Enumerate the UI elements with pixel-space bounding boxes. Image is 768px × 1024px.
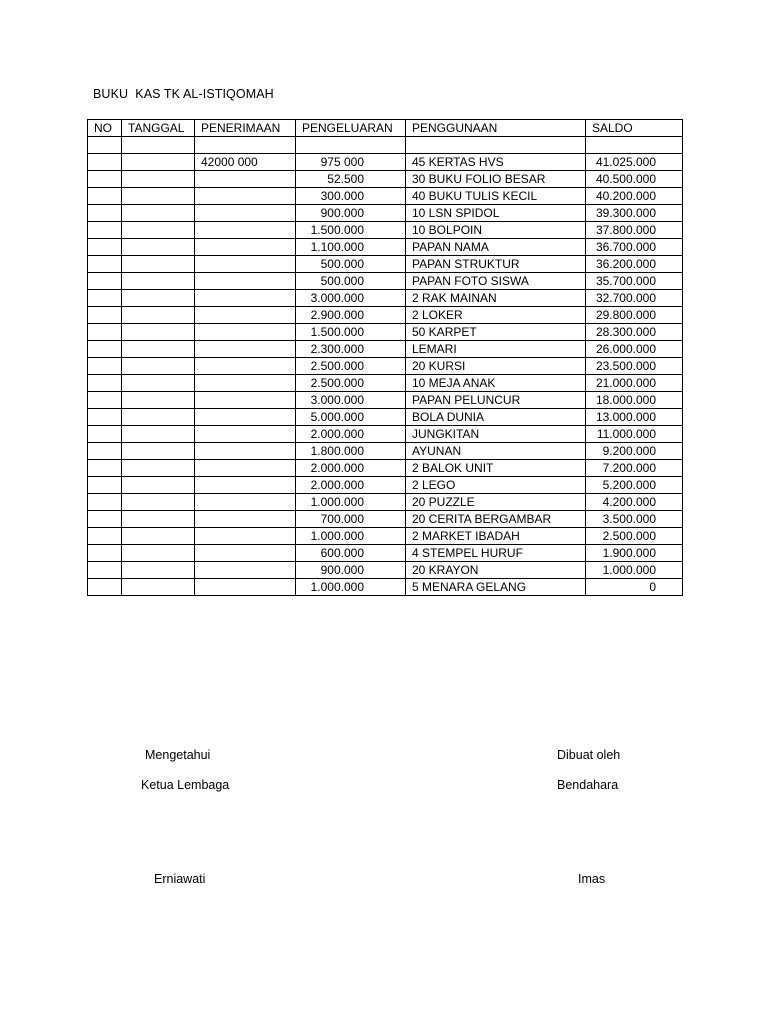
cell-tanggal — [122, 154, 195, 171]
cell-tanggal — [122, 324, 195, 341]
signature-right-name: Imas — [578, 872, 606, 886]
cell-tanggal — [122, 528, 195, 545]
table-row — [88, 545, 683, 562]
cell-saldo: 18.000.000 — [586, 392, 683, 409]
cell-tanggal — [122, 426, 195, 443]
cell-penerimaan — [195, 307, 296, 324]
cell-saldo: 37.800.000 — [586, 222, 683, 239]
cell-no — [88, 222, 122, 239]
cell-saldo: 23.500.000 — [586, 358, 683, 375]
cell-pengeluaran: 3.000.000 — [296, 290, 406, 307]
cell-saldo: 39.300.000 — [586, 205, 683, 222]
cell-penerimaan — [195, 460, 296, 477]
cell-pengeluaran: 500.000 — [296, 256, 406, 273]
cell-penggunaan: 20 CERITA BERGAMBAR — [406, 511, 586, 528]
cell-no — [88, 290, 122, 307]
cell-penerimaan — [195, 545, 296, 562]
cell-saldo: 4.200.000 — [586, 494, 683, 511]
cell-saldo: 3.500.000 — [586, 511, 683, 528]
cell-penerimaan: 42000 000 — [195, 154, 296, 171]
cell-tanggal — [122, 290, 195, 307]
cell-saldo: 26.000.000 — [586, 341, 683, 358]
cell-penggunaan: PAPAN FOTO SISWA — [406, 273, 586, 290]
cell-no — [88, 239, 122, 256]
cell-saldo: 36.700.000 — [586, 239, 683, 256]
table-row — [88, 358, 683, 375]
cell-penerimaan — [195, 392, 296, 409]
cell-penerimaan — [195, 494, 296, 511]
cell-penerimaan — [195, 205, 296, 222]
table-row — [88, 409, 683, 426]
cell-saldo: 41.025.000 — [586, 154, 683, 171]
cell-pengeluaran: 900.000 — [296, 562, 406, 579]
header-no: NO — [88, 120, 122, 137]
table-row — [88, 375, 683, 392]
cell-saldo: 40.200.000 — [586, 188, 683, 205]
cell-no — [88, 205, 122, 222]
cell-penggunaan: 10 MEJA ANAK — [406, 375, 586, 392]
cell-penggunaan: 20 KRAYON — [406, 562, 586, 579]
cell-penerimaan — [195, 273, 296, 290]
table-row — [88, 256, 683, 273]
cell-pengeluaran: 2.000.000 — [296, 460, 406, 477]
cell-tanggal — [122, 545, 195, 562]
cell-penggunaan: 45 KERTAS HVS — [406, 154, 586, 171]
cell-tanggal — [122, 511, 195, 528]
cell-tanggal — [122, 205, 195, 222]
cell-saldo: 7.200.000 — [586, 460, 683, 477]
cell-tanggal — [122, 494, 195, 511]
cell-penerimaan — [195, 358, 296, 375]
cell-no — [88, 171, 122, 188]
cell-pengeluaran: 2.500.000 — [296, 375, 406, 392]
cell-tanggal — [122, 307, 195, 324]
cell-penggunaan: 2 RAK MAINAN — [406, 290, 586, 307]
cell-tanggal — [122, 375, 195, 392]
cell-pengeluaran — [296, 137, 406, 154]
cell-penggunaan: 20 KURSI — [406, 358, 586, 375]
cell-penggunaan: PAPAN PELUNCUR — [406, 392, 586, 409]
cell-penggunaan: 4 STEMPEL HURUF — [406, 545, 586, 562]
cell-penggunaan: 40 BUKU TULIS KECIL — [406, 188, 586, 205]
cell-no — [88, 392, 122, 409]
table-row — [88, 528, 683, 545]
cell-tanggal — [122, 341, 195, 358]
cell-pengeluaran: 975 000 — [296, 154, 406, 171]
cell-pengeluaran: 900.000 — [296, 205, 406, 222]
cell-no — [88, 137, 122, 154]
cell-saldo: 29.800.000 — [586, 307, 683, 324]
cell-penggunaan: 2 LEGO — [406, 477, 586, 494]
table-row — [88, 511, 683, 528]
cell-penggunaan — [406, 137, 586, 154]
header-tanggal: TANGGAL — [122, 120, 195, 137]
cell-penggunaan: 50 KARPET — [406, 324, 586, 341]
cell-penerimaan — [195, 528, 296, 545]
cell-penerimaan — [195, 511, 296, 528]
table-row — [88, 392, 683, 409]
cell-penggunaan: 10 BOLPOIN — [406, 222, 586, 239]
cell-tanggal — [122, 443, 195, 460]
cell-penggunaan: PAPAN NAMA — [406, 239, 586, 256]
cell-tanggal — [122, 477, 195, 494]
cell-penggunaan: LEMARI — [406, 341, 586, 358]
cell-penggunaan: 20 PUZZLE — [406, 494, 586, 511]
cell-penerimaan — [195, 256, 296, 273]
cell-no — [88, 324, 122, 341]
header-saldo: SALDO — [586, 120, 683, 137]
cell-tanggal — [122, 460, 195, 477]
cell-no — [88, 528, 122, 545]
cell-penerimaan — [195, 290, 296, 307]
cell-tanggal — [122, 392, 195, 409]
cell-tanggal — [122, 239, 195, 256]
cell-penerimaan — [195, 341, 296, 358]
cell-pengeluaran: 2.000.000 — [296, 426, 406, 443]
cell-pengeluaran: 1.000.000 — [296, 579, 406, 596]
cell-saldo: 1.900.000 — [586, 545, 683, 562]
table-row — [88, 239, 683, 256]
cell-pengeluaran: 300.000 — [296, 188, 406, 205]
cell-no — [88, 307, 122, 324]
cell-penerimaan — [195, 562, 296, 579]
table-header-row — [88, 120, 683, 137]
table-row — [88, 222, 683, 239]
cell-no — [88, 460, 122, 477]
table-row — [88, 205, 683, 222]
cell-pengeluaran: 52.500 — [296, 171, 406, 188]
cell-pengeluaran: 1.500.000 — [296, 222, 406, 239]
cell-penggunaan: 30 BUKU FOLIO BESAR — [406, 171, 586, 188]
cell-saldo — [586, 137, 683, 154]
cell-penerimaan — [195, 239, 296, 256]
cell-penggunaan: 2 BALOK UNIT — [406, 460, 586, 477]
cell-penggunaan: BOLA DUNIA — [406, 409, 586, 426]
cell-no — [88, 579, 122, 596]
cell-saldo: 11.000.000 — [586, 426, 683, 443]
cell-tanggal — [122, 188, 195, 205]
cell-tanggal — [122, 273, 195, 290]
cell-penggunaan: 2 LOKER — [406, 307, 586, 324]
cell-pengeluaran: 2.500.000 — [296, 358, 406, 375]
cell-saldo: 36.200.000 — [586, 256, 683, 273]
cell-penerimaan — [195, 426, 296, 443]
cell-no — [88, 188, 122, 205]
cash-book-table — [87, 119, 683, 596]
signature-left-name: Erniawati — [154, 872, 206, 886]
cell-pengeluaran: 600.000 — [296, 545, 406, 562]
signature-right-role: Bendahara — [557, 778, 619, 792]
cell-tanggal — [122, 562, 195, 579]
table-row — [88, 290, 683, 307]
cell-penerimaan — [195, 188, 296, 205]
cell-pengeluaran: 5.000.000 — [296, 409, 406, 426]
signature-left-label: Mengetahui — [145, 748, 211, 762]
cell-saldo: 28.300.000 — [586, 324, 683, 341]
cell-saldo: 21.000.000 — [586, 375, 683, 392]
table-row — [88, 171, 683, 188]
table-row — [88, 188, 683, 205]
cell-tanggal — [122, 137, 195, 154]
cell-saldo: 13.000.000 — [586, 409, 683, 426]
cell-saldo: 5.200.000 — [586, 477, 683, 494]
cell-tanggal — [122, 171, 195, 188]
cell-no — [88, 562, 122, 579]
cell-saldo: 35.700.000 — [586, 273, 683, 290]
cell-no — [88, 358, 122, 375]
cell-pengeluaran: 1.000.000 — [296, 528, 406, 545]
cell-tanggal — [122, 222, 195, 239]
cell-pengeluaran: 1.100.000 — [296, 239, 406, 256]
cell-penggunaan: 10 LSN SPIDOL — [406, 205, 586, 222]
table-row — [88, 154, 683, 171]
cell-no — [88, 409, 122, 426]
table-row — [88, 579, 683, 596]
cell-penerimaan — [195, 477, 296, 494]
header-penggunaan: PENGGUNAAN — [406, 120, 586, 137]
cell-pengeluaran: 2.000.000 — [296, 477, 406, 494]
header-penerimaan: PENERIMAAN — [195, 120, 296, 137]
cell-saldo: 40.500.000 — [586, 171, 683, 188]
cell-penerimaan — [195, 324, 296, 341]
signature-right-label: Dibuat oleh — [557, 748, 621, 762]
cell-no — [88, 256, 122, 273]
cell-pengeluaran: 3.000.000 — [296, 392, 406, 409]
cell-tanggal — [122, 579, 195, 596]
cell-penerimaan — [195, 222, 296, 239]
cell-saldo: 1.000.000 — [586, 562, 683, 579]
cell-no — [88, 511, 122, 528]
cell-penerimaan — [195, 137, 296, 154]
cell-pengeluaran: 500.000 — [296, 273, 406, 290]
cell-penggunaan: 2 MARKET IBADAH — [406, 528, 586, 545]
header-pengeluaran: PENGELUARAN — [296, 120, 406, 137]
cell-penerimaan — [195, 409, 296, 426]
table-row — [88, 443, 683, 460]
table-row — [88, 562, 683, 579]
table-row — [88, 137, 683, 154]
table-row — [88, 341, 683, 358]
cell-saldo: 0 — [586, 579, 683, 596]
cell-no — [88, 426, 122, 443]
cell-no — [88, 494, 122, 511]
cell-pengeluaran: 1.500.000 — [296, 324, 406, 341]
cell-tanggal — [122, 358, 195, 375]
document-title: BUKU KAS TK AL-ISTIQOMAH — [93, 87, 274, 101]
cell-penggunaan: AYUNAN — [406, 443, 586, 460]
cell-saldo: 32.700.000 — [586, 290, 683, 307]
cell-pengeluaran: 2.900.000 — [296, 307, 406, 324]
cell-penerimaan — [195, 579, 296, 596]
cell-no — [88, 443, 122, 460]
cell-pengeluaran: 2.300.000 — [296, 341, 406, 358]
cell-no — [88, 341, 122, 358]
cell-penggunaan: PAPAN STRUKTUR — [406, 256, 586, 273]
cell-no — [88, 273, 122, 290]
cell-penerimaan — [195, 375, 296, 392]
cell-no — [88, 375, 122, 392]
cell-penggunaan: JUNGKITAN — [406, 426, 586, 443]
cell-saldo: 2.500.000 — [586, 528, 683, 545]
cell-tanggal — [122, 409, 195, 426]
table-row — [88, 477, 683, 494]
table-row — [88, 273, 683, 290]
cell-tanggal — [122, 256, 195, 273]
cell-penggunaan: 5 MENARA GELANG — [406, 579, 586, 596]
cell-saldo: 9.200.000 — [586, 443, 683, 460]
table-row — [88, 426, 683, 443]
cell-pengeluaran: 1.000.000 — [296, 494, 406, 511]
cell-no — [88, 154, 122, 171]
table-row — [88, 324, 683, 341]
cell-penerimaan — [195, 443, 296, 460]
cell-penerimaan — [195, 171, 296, 188]
table-row — [88, 460, 683, 477]
table-row — [88, 307, 683, 324]
cell-pengeluaran: 1.800.000 — [296, 443, 406, 460]
table-row — [88, 494, 683, 511]
signature-left-role: Ketua Lembaga — [141, 778, 230, 792]
cell-no — [88, 545, 122, 562]
cell-pengeluaran: 700.000 — [296, 511, 406, 528]
cell-no — [88, 477, 122, 494]
